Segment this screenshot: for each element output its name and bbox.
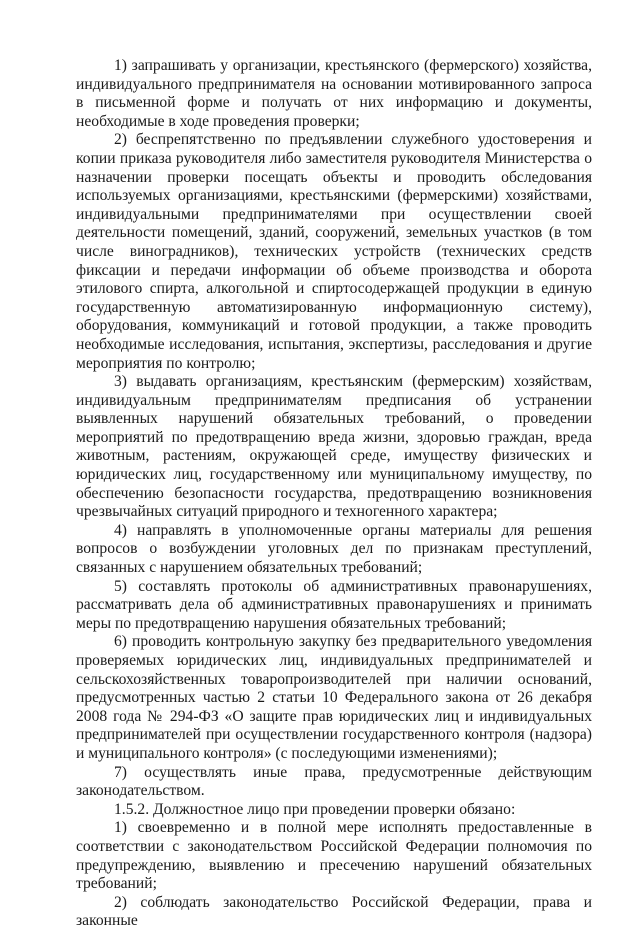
paragraph-item-7: 7) осуществлять иные права, предусмотренные действующим законодательством. [76,763,592,800]
paragraph-item-4: 4) направлять в уполномоченные органы материалы для решения вопросов о возбуждении уголовных дел по признакам преступлений, связанных с нарушением обязательных требований; [76,521,592,577]
section-heading-1-5-2: 1.5.2. Должностное лицо при проведении проверки обязано: [114,800,516,818]
paragraph-item-5: 5) составлять протоколы об административных правонарушениях, рассматривать дела об административных правонарушениях и принимать меры по предотвращению нарушения обязательных требований; [76,577,592,632]
paragraph-duty-1: 1) своевременно и в полной мере исполнять предоставленные в соответствии с законодательством Российской Федерации полномочия по предупреждению, выявлению и пресечению нарушений обязательных требований; [76,819,592,893]
document-page [76,57,592,931]
paragraph-item-6: 6) проводить контрольную закупку без предварительного уведомления проверяемых юридических лиц, индивидуальных предпринимателей и сельскохозяйственных товаропроизводителей при наличии оснований, предусмотренных частью 2 статьи 10 Федерального закона от 26 декабря 2008 года № 294-ФЗ «О защите прав юридических лиц и индивидуальных предпринимателей при осуществлении государственного контроля (надзора) и муниципального контроля» (с последующими изменениями); [76,633,592,762]
paragraph-duty-2: 2) соблюдать законодательство Российской Федерации, права и законные [76,893,592,930]
paragraph-item-3: 3) выдавать организациям, крестьянским (фермерским) хозяйствам, индивидуальным предпринимателям предписания об устранении выявленных нарушений обязательных требований, о проведении мероприятий по предотвращению вреда жизни, здоровью граждан, вреда животным, растениям, окружающей среде, имуществу физических и юридических лиц, государственному или муниципальному имуществу, по обеспечению безопасности государства, предотвращению возникновения чрезвычайных ситуаций природного и техногенного характера; [76,373,592,521]
paragraph-item-1: 1) запрашивать у организации, крестьянского (фермерского) хозяйства, индивидуального предпринимателя на основании мотивированного запроса в письменной форме и получать от них информацию и документы, необходимые в ходе проведения проверки; [76,57,592,130]
paragraph-item-2: 2) беспрепятственно по предъявлении служебного удостоверения и копии приказа руководителя либо заместителя руководителя Министерства о назначении проверки посещать объекты и проводить обследования используемых организациями, крестьянскими (фермерскими) хозяйствами, индивидуальными предпринимателями при осуществлении своей деятельности помещений, зданий, сооружений, земельных участков (в том числе виноградников), технических устройств (технических средств фиксации и передачи информации об объеме производства и оборота этилового спирта, алкогольной и спиртосодержащей продукции в единую государственную автоматизированную информационную систему), оборудования, коммуникаций и готовой продукции, а также проводить необходимые исследования, испытания, экспертизы, расследования и другие мероприятия по контролю; [76,131,592,372]
